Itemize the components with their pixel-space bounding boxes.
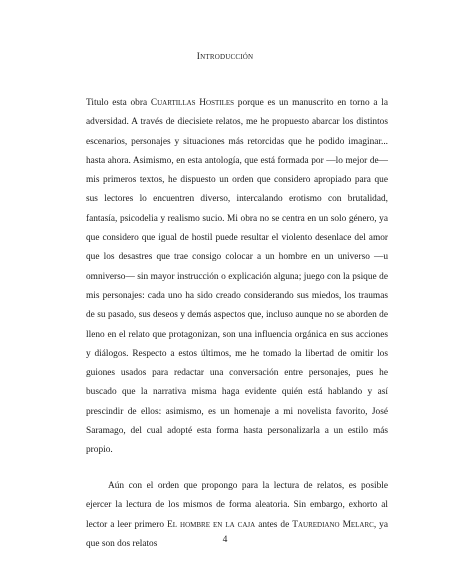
- paragraph-1-text-start: Titulo esta obra: [86, 98, 151, 108]
- paragraph-2-text-middle: antes de: [255, 519, 293, 530]
- story-title-1: El hombre en la caja: [167, 519, 256, 530]
- chapter-heading: Introducción: [196, 52, 254, 62]
- paragraph-2-text-start: Aún con el orden que propongo para la lectura de relatos, es posible ejercer la lectura de los mismos de forma aleatoria. Sin embargo, exhorto al lector a leer primero: [86, 481, 388, 530]
- paragraph-1-text-rest: porque es un manuscrito en torno a la adversidad. A través de diecisiete relatos, me he propuesto abarcar los distintos escenarios, personajes y situaciones más retorcidas que he podido imaginar... hasta ahora. Asimismo, en esta antología, que está formada por —lo mejor de— mis primeros textos, he dispuesto un orden que considero apropiado para que sus lectores lo encuentren diverso, intercalando erotismo con brutalidad, fantasía, psicodelia y realismo sucio. Mi obra no se centra en un solo género, ya que considero que igual de hostil puede resultar el violento desenlace del amor que los desastres que trae consigo colocar a un hombre en un universo —u omniverso— sin mayor instrucción o explicación alguna; juego con la psique de mis personajes: cada uno ha sido creado considerando sus miedos, los traumas de su pasado, sus deseos y demás aspectos que, incluso aunque no se aborden de lleno en el relato que protagonizan, son una influencia orgánica en sus acciones y diálogos. Respecto a estos últimos, me he tomado la libertad de omitir los guiones usados para redactar una conversación entre personajes, pues he buscado que la narrativa misma haga evidente quién está hablando y así prescindir de ellos: asimismo, es un homenaje a mi novelista favorito, José Saramago, del cual adopté esta forma hasta personalizarla a un estilo más propio.: [86, 98, 388, 456]
- paragraph-1: [86, 94, 388, 461]
- book-title: Cuartillas Hostiles: [150, 98, 235, 108]
- paragraph-2-text-end: , ya que son dos relatos: [86, 519, 388, 549]
- story-title-2: Taurediano Melarc: [292, 519, 374, 530]
- page-number: 4: [222, 535, 228, 545]
